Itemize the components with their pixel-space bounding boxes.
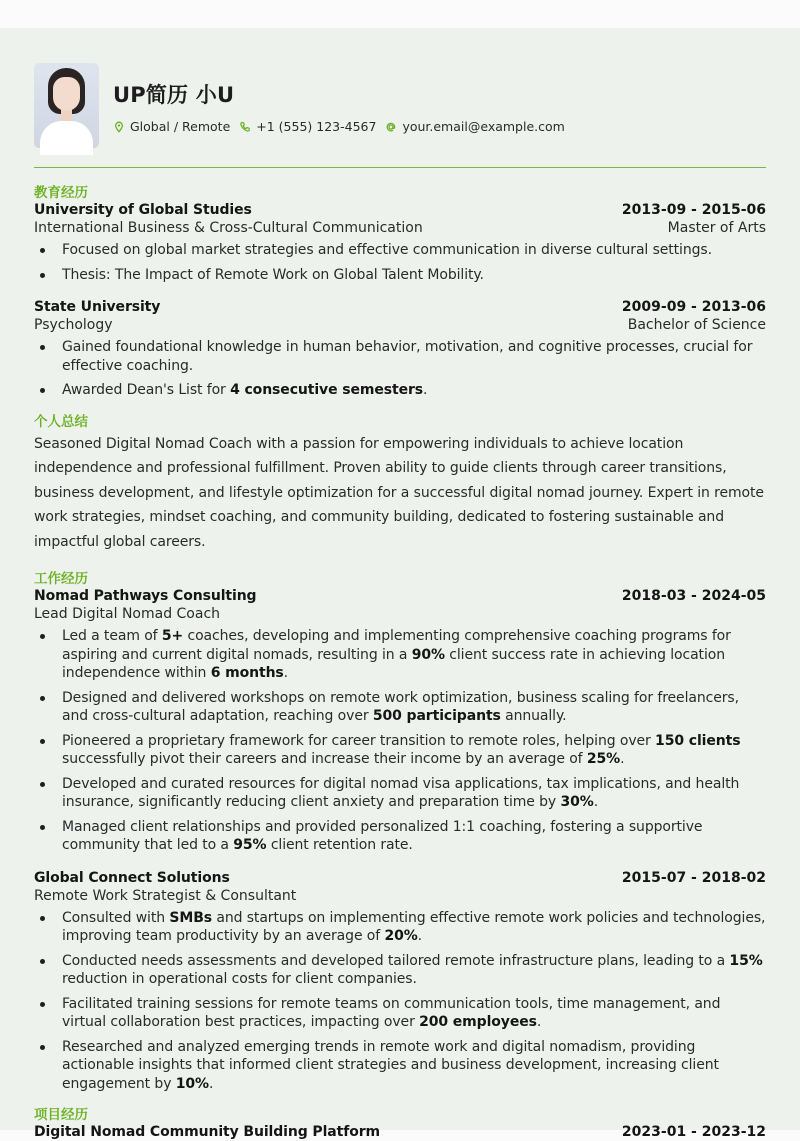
project-date: 2023-01 - 2023-12	[621, 1124, 766, 1140]
top-band	[0, 0, 800, 28]
company-name: Global Connect Solutions	[34, 869, 230, 886]
list-item: Focused on global market strategies and effective communication in diverse cultural settings.	[34, 241, 766, 260]
list-item: Consulted with SMBs and startups on implementing effective remote work policies and technologies, improving team productivity by an average of 20%.	[34, 909, 766, 946]
list-item: Facilitated training sessions for remote teams on communication tools, time management, and virtual collaboration best practices, impacting over 200 employees.	[34, 995, 766, 1032]
work-bullets	[34, 627, 766, 855]
education-entry	[34, 298, 766, 400]
work-entry	[34, 587, 766, 855]
education-list	[34, 201, 766, 400]
work-bullets	[34, 909, 766, 1094]
header-info	[113, 63, 574, 134]
major: International Business & Cross-Cultural Communication	[34, 220, 423, 236]
education-date: 2009-09 - 2013-06	[621, 299, 766, 315]
company-name: Nomad Pathways Consulting	[34, 588, 257, 604]
work-date: 2015-07 - 2018-02	[621, 869, 766, 886]
education-date: 2013-09 - 2015-06	[621, 202, 766, 218]
job-role: Lead Digital Nomad Coach	[34, 606, 221, 622]
list-item: Managed client relationships and provided personalized 1:1 coaching, fostering a supportive community that led to a 95% client retention rate.	[34, 818, 766, 855]
school-name: State University	[34, 299, 161, 315]
contact-location	[113, 119, 230, 134]
list-item: Designed and delivered workshops on remote work optimization, business scaling for freelancers, and cross-cultural adaptation, reaching over 500 participants annually.	[34, 689, 766, 726]
resume-header	[34, 28, 766, 165]
school-name: University of Global Studies	[34, 202, 252, 218]
section-title-projects: 项目经历	[34, 1107, 88, 1123]
degree: Master of Arts	[667, 220, 766, 236]
list-item: Researched and analyzed emerging trends in remote work and digital nomadism, providing actionable insights that informed client strategies and business development, increasing client engagement by 10%.	[34, 1038, 766, 1094]
list-item: Developed and curated resources for digital nomad visa applications, tax implications, and health insurance, significantly reducing client anxiety and preparation time by 30%.	[34, 775, 766, 812]
project-entry	[34, 1123, 766, 1141]
contact-email	[385, 119, 564, 134]
section-title-work: 工作经历	[34, 571, 88, 587]
job-role: Remote Work Strategist & Consultant	[34, 887, 297, 904]
education-entry	[34, 201, 766, 284]
section-title-education: 教育经历	[34, 185, 88, 201]
list-item: Thesis: The Impact of Remote Work on Global Talent Mobility.	[34, 266, 766, 285]
section-title-summary: 个人总结	[34, 413, 88, 430]
location-pin-icon	[113, 121, 125, 133]
list-item: Gained foundational knowledge in human behavior, motivation, and cognitive processes, crucial for effective coaching.	[34, 338, 766, 375]
work-list	[34, 587, 766, 1093]
work-entry	[34, 869, 766, 1094]
degree: Bachelor of Science	[627, 317, 766, 333]
major: Psychology	[34, 317, 113, 333]
candidate-name: UP简历 小U	[113, 83, 235, 107]
location-text: Global / Remote	[130, 119, 231, 134]
phone-text: +1 (555) 123-4567	[256, 119, 377, 134]
list-item: Pioneered a proprietary framework for career transition to remote roles, helping over 150 clients successfully pivot their careers and increase their income by an average of 25%.	[34, 732, 766, 769]
list-item: Awarded Dean's List for 4 consecutive semesters.	[34, 381, 766, 400]
contact-phone	[239, 119, 376, 134]
phone-icon	[239, 121, 251, 133]
avatar	[34, 63, 99, 148]
list-item: Conducted needs assessments and developed tailored remote infrastructure plans, leading to a 15% reduction in operational costs for client companies.	[34, 952, 766, 989]
education-bullets	[34, 241, 766, 284]
project-name: Digital Nomad Community Building Platform	[34, 1124, 381, 1140]
summary-text: Seasoned Digital Nomad Coach with a passion for empowering individuals to achieve location independence and professional fulfillment. Proven ability to guide clients through career transitions, business development, and lifestyle optimization for a successful digital nomad journey. Expert in remote work strategies, mindset coaching, and community building, dedicated to fostering sustainable and impactful global careers.	[34, 435, 764, 550]
email-text[interactable]: your.email@example.com	[402, 119, 565, 134]
resume-page	[0, 28, 800, 1140]
work-date: 2018-03 - 2024-05	[621, 588, 766, 604]
list-item: Led a team of 5+ coaches, developing and implementing comprehensive coaching programs for aspiring and current digital nomads, resulting in a 90% client success rate in achieving location independence within 6 months.	[34, 627, 766, 683]
header-divider	[34, 167, 766, 168]
education-bullets	[34, 338, 766, 400]
at-sign-icon	[385, 121, 397, 133]
contact-row	[113, 119, 574, 134]
